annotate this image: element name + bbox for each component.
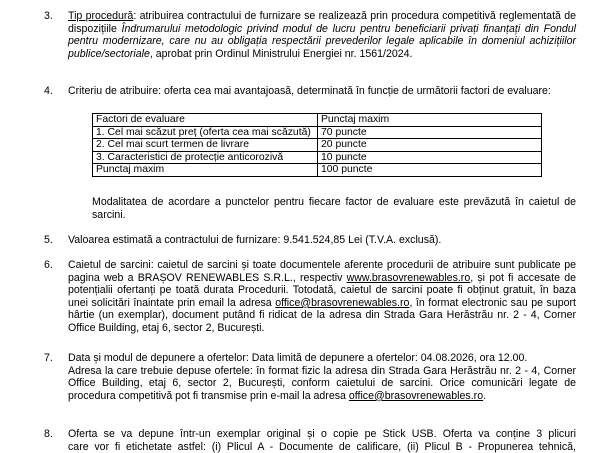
section-3 bbox=[44, 10, 576, 60]
table-cell: 70 puncte bbox=[318, 126, 542, 139]
section-7-body bbox=[68, 365, 576, 403]
table-header-cell: Punctaj maxim bbox=[318, 114, 542, 127]
section-3-text-1: : atribuirea contractului de furnizare se realizează prin procedura competitivă reglementată de dispozițiile bbox=[68, 10, 576, 35]
section-7 bbox=[44, 352, 576, 402]
table-row bbox=[93, 151, 542, 164]
table-cell: Punctaj maxim bbox=[93, 164, 318, 177]
section-6-text-1: Caietul de sarcini: caietul de sarcini și toate documentele aferente procedurii de atribuire sunt publicate pe pagina web a BRAȘOV RENEWABLES S.R.L., respectiv bbox=[68, 259, 576, 284]
section-4 bbox=[44, 85, 576, 98]
section-4-text: Criteriu de atribuire: oferta cea mai avantajoasă, determinată în funcție de următorii factori de evaluare: bbox=[68, 85, 551, 97]
section-3-lead: Tip procedură bbox=[68, 10, 134, 22]
section-4-number: 4. bbox=[44, 85, 53, 97]
section-3-italic: Îndrumarului metodologic privind modul de lucru pentru beneficiarii privați finanțați din Fondul pentru modernizare, care nu au obligația respectării prevederilor legale aplicabile în domeniul achizițiilor publice/sectoriale bbox=[68, 22, 576, 60]
section-4-note: Modalitatea de acordare a punctelor pentru fiecare factor de evaluare este prevăzută în caietul de sarcini. bbox=[92, 196, 576, 221]
section-6-number: 6. bbox=[44, 259, 53, 271]
website-link[interactable]: www.brasovrenewables.ro bbox=[346, 271, 471, 284]
table-cell: 20 puncte bbox=[318, 139, 542, 152]
section-6 bbox=[44, 259, 577, 335]
section-6-text-3: , în format electronic sau pe suport hârtie (un exemplar), document putând fi ridicat de la adresa din Strada Gara Herăstrău nr. 2 - 4, Corner Office Building, etaj 6, sector 2, București. bbox=[68, 296, 577, 334]
section-7-number: 7. bbox=[44, 352, 53, 364]
section-7-text-2: . bbox=[483, 389, 487, 402]
section-6-text-2: , și pot fi accesate de potențialii ofertanți pe toată durata Procedurii. Totodată, caietul de sarcini poate fi obținut gratuit, în baza unei solicitări înaintate prin email la adresa bbox=[68, 271, 576, 309]
table-row bbox=[93, 126, 542, 139]
section-5 bbox=[44, 234, 576, 247]
section-7-text-1: Adresa la care trebuie depuse ofertele: în format fizic la adresa din Strada Gara Herăstrău nr. 2 - 4, Corner Office Building, etaj 6, sector 2, București, conform caietului de sarcini. Orice comunicări legate de procedura competitivă pot fi transmise prin e-mail la adresa bbox=[68, 364, 576, 402]
section-8-line-1: Oferta se va depune într-un exemplar original și o copie pe Stick USB. Oferta va conține 3 plicuri bbox=[68, 428, 576, 440]
table-header-row bbox=[93, 114, 542, 127]
section-8 bbox=[44, 428, 576, 453]
section-3-text-2: , aprobat prin Ordinul Ministrului Energiei nr. 1561/2024. bbox=[149, 47, 413, 60]
evaluation-criteria-table bbox=[92, 113, 542, 177]
section-5-number: 5. bbox=[44, 234, 53, 246]
table-header-cell: Factori de evaluare bbox=[93, 114, 318, 127]
table-row bbox=[93, 139, 542, 152]
table-cell: 2. Cel mai scurt termen de livrare bbox=[93, 139, 318, 152]
section-7-line-1: Data și modul de depunere a ofertelor: Data limită de depunere a ofertelor: 04.08.2026, ora 12.00. bbox=[68, 352, 528, 364]
section-8-line-2: care vor fi etichetate astfel: (i) Plicul A - Documente de calificare, (ii) Plicul B - Propunerea tehnică, bbox=[68, 440, 576, 453]
email-link[interactable]: office@brasovrenewables.ro bbox=[275, 296, 410, 309]
table-row bbox=[93, 164, 542, 177]
email-link[interactable]: office@brasovrenewables.ro bbox=[348, 389, 484, 402]
section-3-number: 3. bbox=[44, 10, 53, 22]
section-5-text: Valoarea estimată a contractului de furnizare: 9.541.524,85 Lei (T.V.A. exclusă). bbox=[68, 234, 442, 246]
table-cell: 1. Cel mai scăzut preț (oferta cea mai scăzută) bbox=[93, 126, 318, 139]
table-cell: 10 puncte bbox=[318, 151, 542, 164]
table-cell: 3. Caracteristici de protecție anticorozivă bbox=[93, 151, 318, 164]
section-8-number: 8. bbox=[44, 428, 53, 440]
table-cell: 100 puncte bbox=[318, 164, 542, 177]
